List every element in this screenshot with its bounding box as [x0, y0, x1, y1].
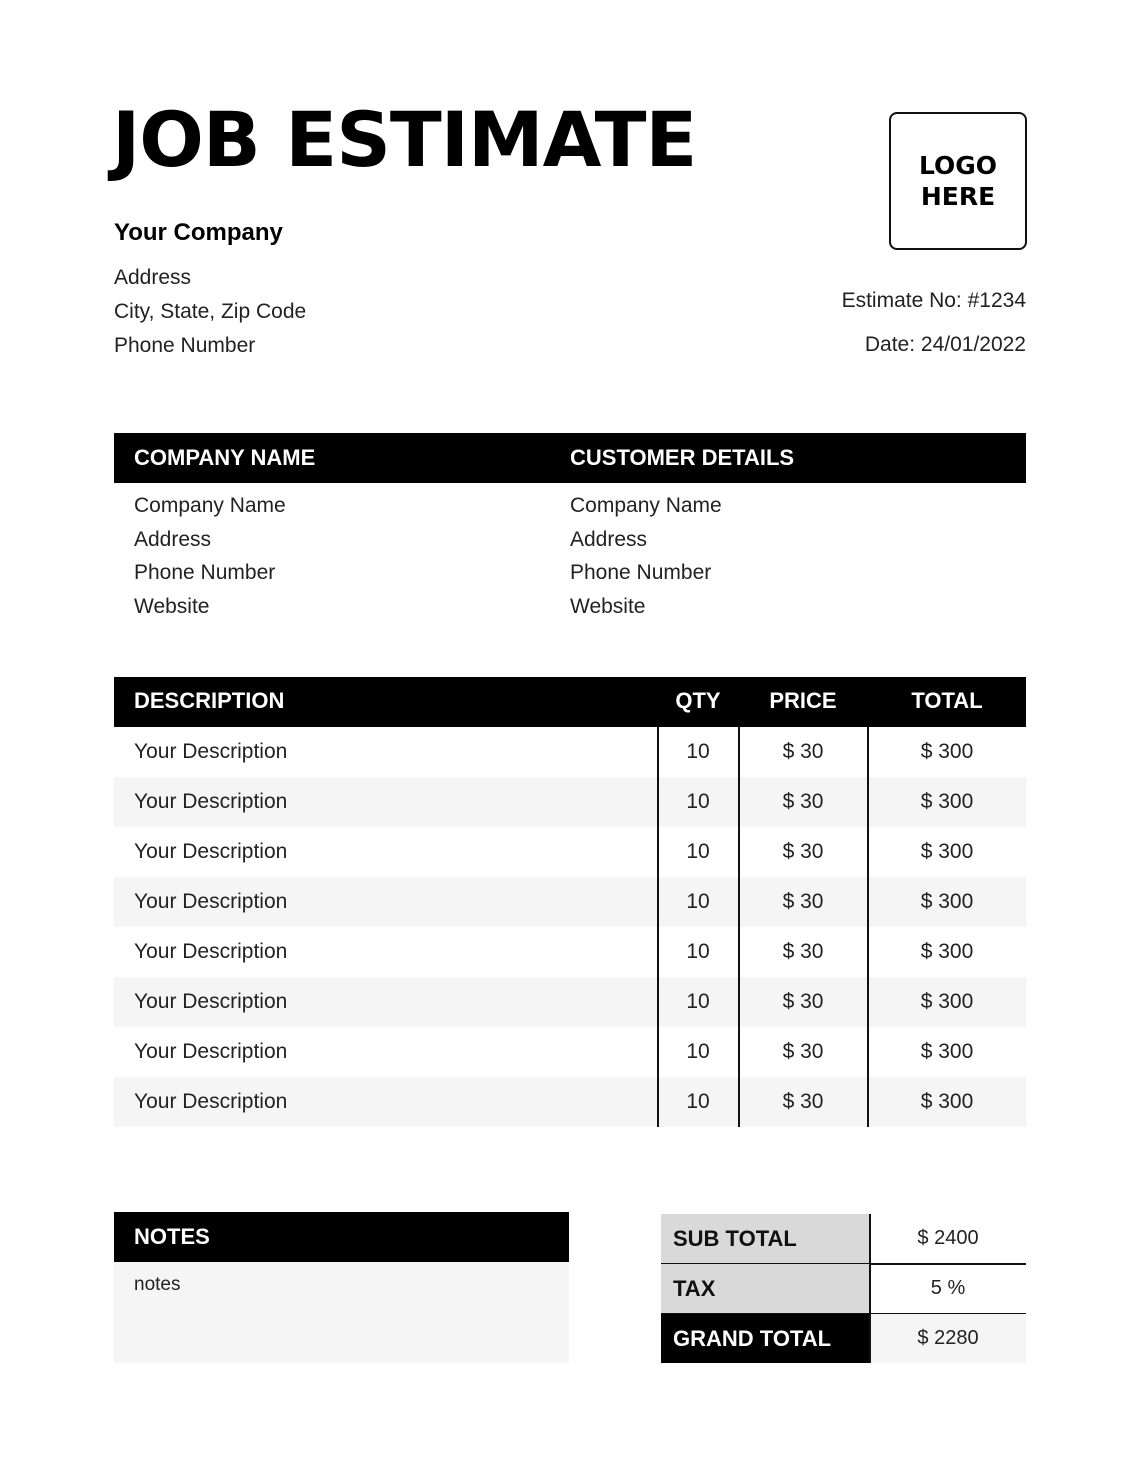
row-total: $ 300: [920, 790, 974, 813]
qty-column-header: QTY: [675, 688, 721, 713]
estimate-number: Estimate No: #1234: [841, 289, 1026, 312]
logo-placeholder: [889, 112, 1027, 250]
table-row: [114, 727, 1026, 777]
row-qty: 10: [686, 840, 710, 863]
logo-line-2: HERE: [920, 182, 996, 211]
company-phone: Phone Number: [114, 334, 256, 357]
row-qty: 10: [686, 990, 710, 1013]
row-total: $ 300: [920, 840, 974, 863]
row-price: $ 30: [782, 1040, 824, 1063]
subtotal-value: $ 2400: [917, 1227, 979, 1249]
row-price: $ 30: [782, 990, 824, 1013]
row-qty: 10: [686, 940, 710, 963]
tax-label-cell: [661, 1264, 870, 1313]
customer-details-address: Address: [570, 527, 648, 551]
items-table: [114, 727, 1026, 1127]
row-qty: 10: [686, 790, 710, 813]
row-total: $ 300: [920, 740, 974, 763]
row-qty: 10: [686, 890, 710, 913]
summary-column-divider: [869, 1214, 871, 1363]
items-header-bar: [114, 677, 1026, 727]
table-row: [114, 877, 1026, 927]
company-details-block: [134, 489, 286, 623]
row-qty: 10: [686, 740, 710, 763]
row-total: $ 300: [920, 940, 974, 963]
customer-details-name: Company Name: [570, 494, 722, 517]
price-column-divider: [738, 727, 740, 1127]
row-total: $ 300: [920, 1040, 974, 1063]
row-description: Your Description: [134, 1040, 288, 1063]
row-price: $ 30: [782, 890, 824, 913]
tax-value: 5 %: [930, 1277, 966, 1299]
customer-details-heading: CUSTOMER DETAILS: [570, 445, 795, 470]
row-description: Your Description: [134, 990, 288, 1013]
row-total: $ 300: [920, 1090, 974, 1113]
company-details-name: Company Name: [134, 494, 286, 517]
notes-text: notes: [134, 1274, 181, 1295]
table-row: [114, 777, 1026, 827]
company-address: Address: [114, 266, 192, 289]
row-qty: 10: [686, 1090, 710, 1113]
company-details-address: Address: [134, 527, 212, 551]
price-column-header: PRICE: [769, 688, 837, 713]
row-price: $ 30: [782, 840, 824, 863]
notes-header: [114, 1212, 569, 1262]
row-description: Your Description: [134, 790, 288, 813]
grand-total-label-cell: [661, 1314, 870, 1363]
row-price: $ 30: [782, 1090, 824, 1113]
logo-line-1: LOGO: [918, 151, 998, 180]
row-price: $ 30: [782, 790, 824, 813]
table-row: [114, 1077, 1026, 1127]
notes-box: [114, 1262, 569, 1363]
company-city-state-zip: City, State, Zip Code: [114, 300, 307, 323]
row-total: $ 300: [920, 990, 974, 1013]
total-column-divider: [867, 727, 869, 1127]
table-row: [114, 977, 1026, 1027]
document-title: JOB ESTIMATE: [112, 95, 697, 184]
row-description: Your Description: [134, 940, 288, 963]
company-name-heading: COMPANY NAME: [134, 445, 316, 470]
customer-details-block: [570, 489, 722, 623]
row-description: Your Description: [134, 1090, 288, 1113]
details-header-bar: [114, 433, 1026, 483]
company-name: Your Company: [114, 219, 283, 246]
company-details-website: Website: [134, 594, 210, 618]
row-description: Your Description: [134, 740, 288, 763]
tax-label: TAX: [673, 1276, 716, 1301]
description-column-header: DESCRIPTION: [134, 688, 285, 713]
total-column-header: TOTAL: [911, 688, 983, 713]
table-row: [114, 1027, 1026, 1077]
customer-details-website: Website: [570, 594, 646, 618]
grand-total-value: $ 2280: [870, 1314, 1026, 1363]
row-price: $ 30: [782, 940, 824, 963]
customer-details-phone: Phone Number: [570, 561, 712, 585]
row-total: $ 300: [920, 890, 974, 913]
table-row: [114, 827, 1026, 877]
row-description: Your Description: [134, 890, 288, 913]
grand-total-label: GRAND TOTAL: [673, 1326, 832, 1351]
estimate-date: Date: 24/01/2022: [864, 333, 1026, 356]
row-description: Your Description: [134, 840, 288, 863]
row-price: $ 30: [782, 740, 824, 763]
subtotal-label-cell: [661, 1214, 870, 1263]
table-row: [114, 927, 1026, 977]
row-qty: 10: [686, 1040, 710, 1063]
qty-column-divider: [657, 727, 659, 1127]
company-details-phone: Phone Number: [134, 561, 276, 585]
notes-heading: NOTES: [134, 1224, 210, 1249]
subtotal-label: SUB TOTAL: [673, 1226, 797, 1251]
